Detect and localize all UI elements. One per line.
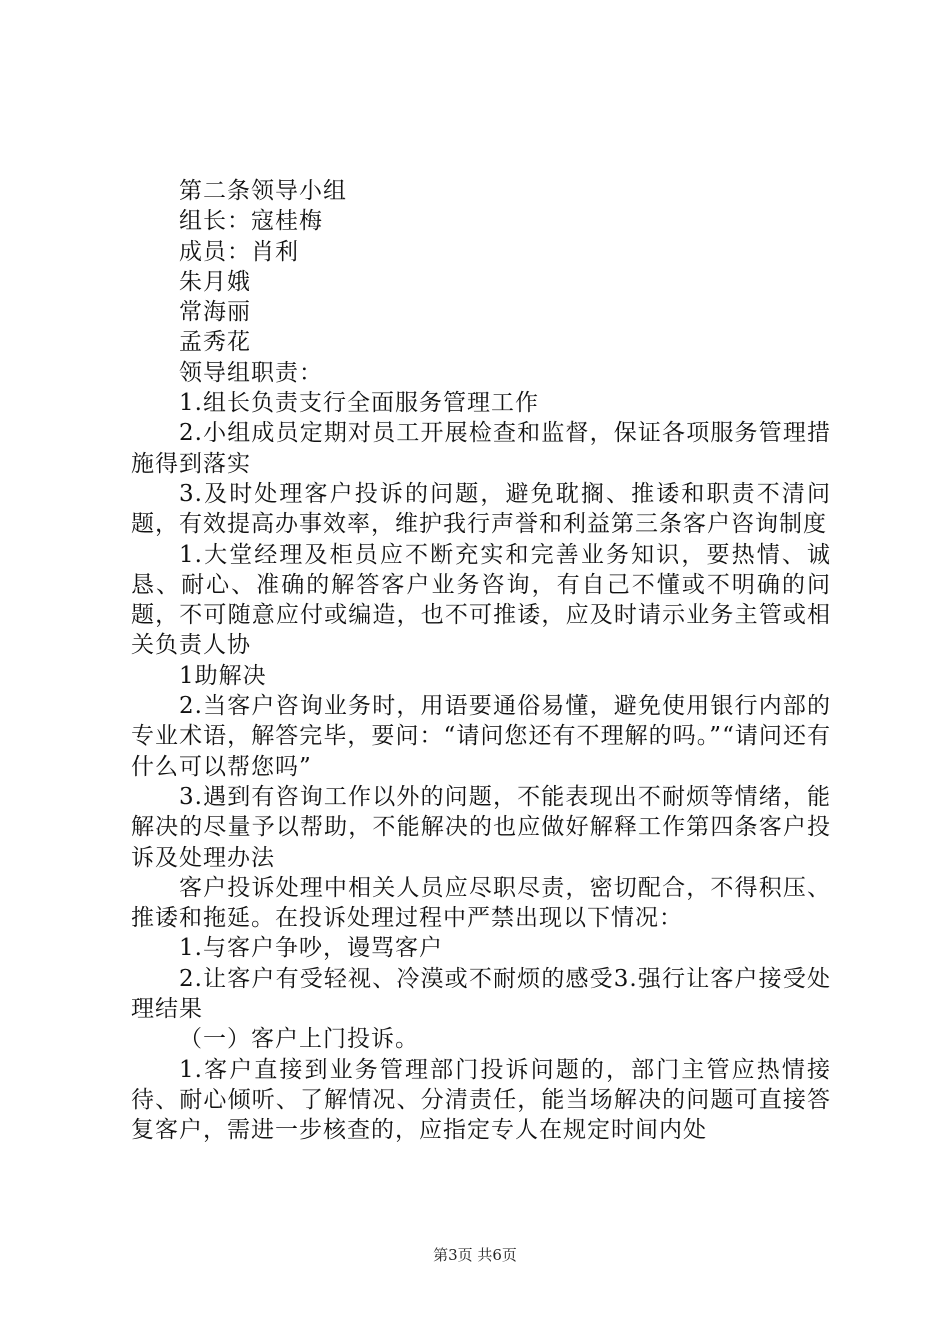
- paragraph: 孟秀花: [179, 329, 251, 356]
- paragraph: 常海丽: [179, 299, 251, 326]
- paragraph: 朱月娥: [179, 268, 251, 295]
- paragraph: 3.及时处理客户投诉的问题，避免耽搁、推诿和职责不清问题，有效提高办事效率，维护我行声誉和利益第三条客户咨询制度: [131, 480, 831, 538]
- page-footer: 第3页 共6页: [433, 1246, 517, 1264]
- paragraph: 成员：肖利: [179, 238, 299, 265]
- paragraph: 1.大堂经理及柜员应不断充实和完善业务知识，要热情、诚恳、耐心、准确的解答客户业务咨询，有自己不懂或不明确的问题，不可随意应付或编造，也不可推诿，应及时请示业务主管或相关负责人协: [131, 541, 831, 659]
- paragraph: 2.当客户咨询业务时，用语要通俗易懂，避免使用银行内部的专业术语，解答完毕，要问：“请问您还有不理解的吗。”“请问还有什么可以帮您吗”: [131, 693, 831, 780]
- paragraph: （一）客户上门投诉。: [179, 1026, 419, 1053]
- paragraph: 1.组长负责支行全面服务管理工作: [179, 390, 539, 417]
- paragraph: 领导组职责：: [179, 359, 323, 386]
- paragraph: 1助解决: [179, 662, 267, 689]
- paragraph: 2.小组成员定期对员工开展检查和监督，保证各项服务管理措施得到落实: [131, 420, 831, 477]
- paragraph: 2.让客户有受轻视、冷漠或不耐烦的感受3.强行让客户接受处理结果: [131, 965, 831, 1023]
- paragraph: 1.与客户争吵，谩骂客户: [179, 935, 443, 962]
- paragraph: 组长：寇桂梅: [179, 208, 323, 235]
- paragraph: 第二条领导小组: [179, 178, 347, 204]
- paragraph: 3.遇到有咨询工作以外的问题，不能表现出不耐烦等情绪，能解决的尽量予以帮助，不能解决的也应做好解释工作第四条客户投诉及处理办法: [131, 783, 831, 871]
- paragraph: 1.客户直接到业务管理部门投诉问题的，部门主管应热情接待、耐心倾听、了解情况、分清责任，能当场解决的问题可直接答复客户，需进一步核查的，应指定专人在规定时间内处: [131, 1056, 831, 1144]
- paragraph: 客户投诉处理中相关人员应尽职尽责，密切配合，不得积压、推诿和拖延。在投诉处理过程中严禁出现以下情况：: [131, 874, 831, 932]
- document-body: [131, 176, 831, 1146]
